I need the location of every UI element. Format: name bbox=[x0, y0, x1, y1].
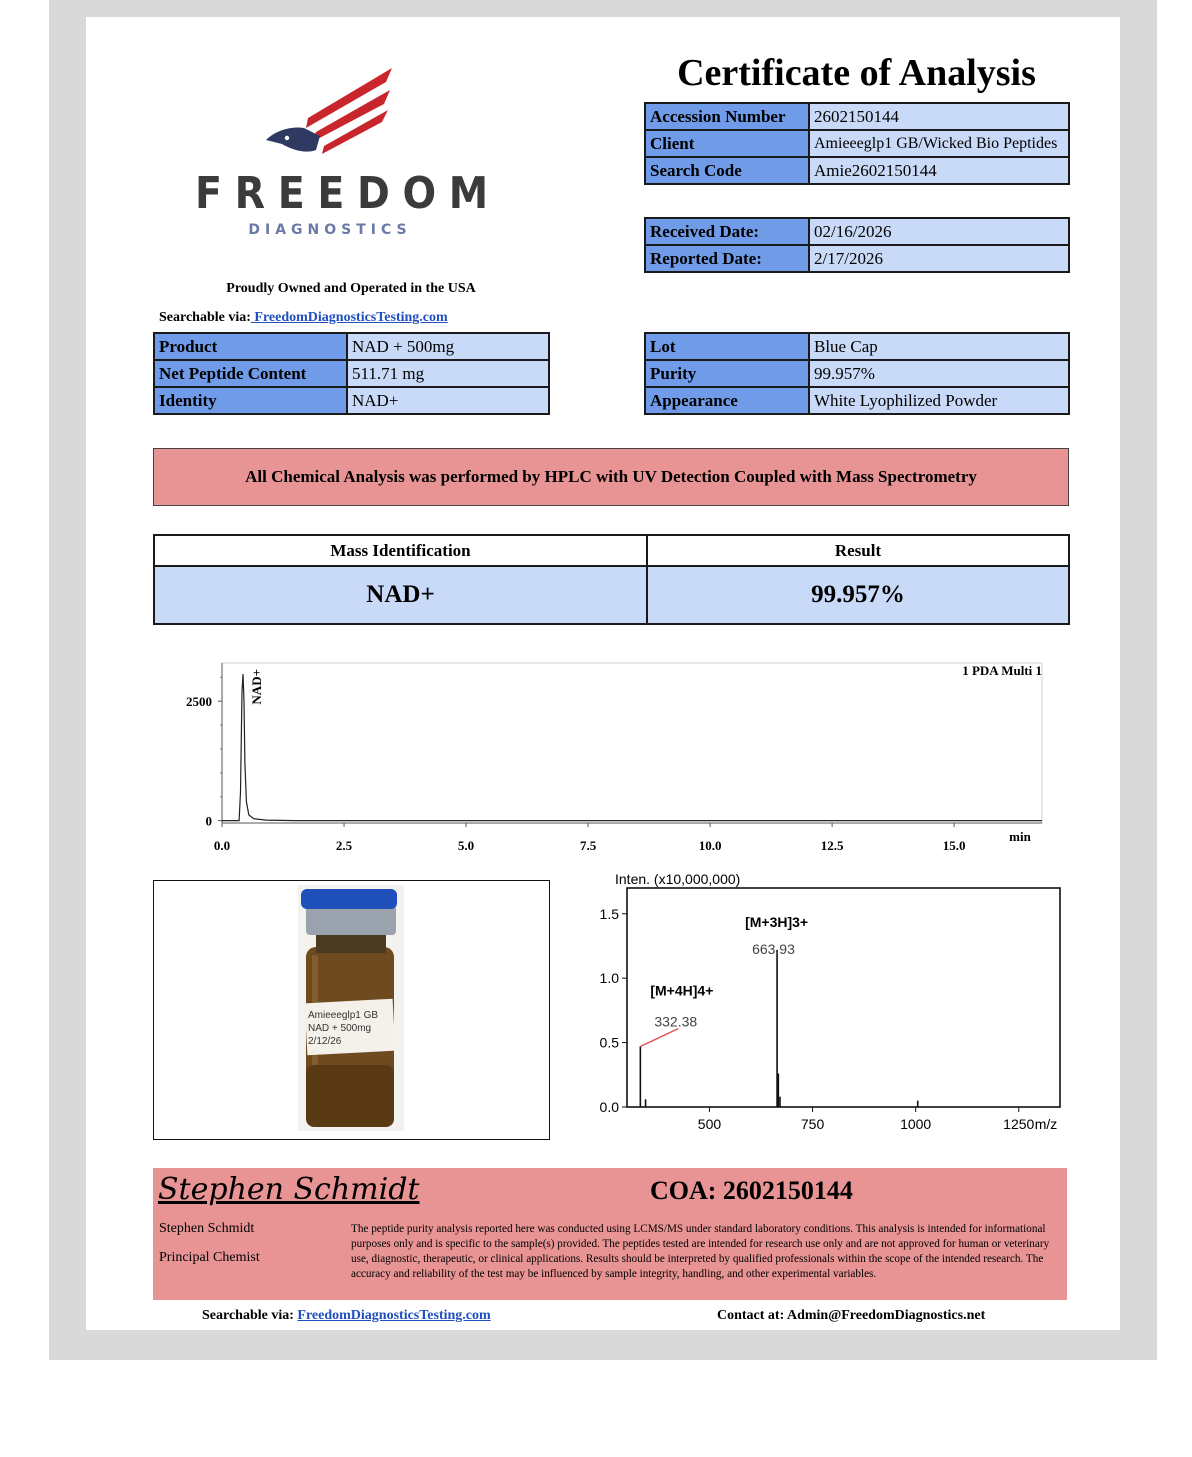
mass-id-header: Mass Identification bbox=[154, 535, 647, 566]
accession-value: 2602150144 bbox=[809, 103, 1069, 130]
product-label: Product bbox=[154, 333, 347, 360]
annotation-value: 332.38 bbox=[654, 1013, 698, 1030]
peak-label: NAD+ bbox=[248, 669, 264, 705]
x-tick-label: 15.0 bbox=[942, 838, 966, 853]
vial-label-line3: 2/12/26 bbox=[308, 1036, 342, 1047]
y-tick-label: 0.5 bbox=[599, 1034, 619, 1051]
vial-label-line2: NAD + 500mg bbox=[308, 1023, 372, 1034]
appearance-label: Appearance bbox=[645, 387, 809, 414]
table-row bbox=[645, 218, 1069, 245]
x-tick-label: 12.5 bbox=[820, 838, 844, 853]
appearance-value: White Lyophilized Powder bbox=[809, 387, 1069, 414]
table-row bbox=[645, 103, 1069, 130]
brand-name: FREEDOM bbox=[195, 168, 501, 219]
plot-area bbox=[222, 663, 1042, 823]
reported-date-label: Reported Date: bbox=[645, 245, 809, 272]
chemist-name: Stephen Schmidt bbox=[159, 1221, 255, 1236]
search-code-label: Search Code bbox=[645, 157, 809, 184]
client-label: Client bbox=[645, 130, 809, 157]
table-row bbox=[154, 360, 549, 387]
table-row bbox=[645, 387, 1069, 414]
client-value: Amieeeglp1 GB/Wicked Bio Peptides bbox=[809, 130, 1069, 157]
chromatogram-trace bbox=[222, 674, 1042, 821]
x-tick-label: 10.0 bbox=[698, 838, 722, 853]
y-tick-label: 1.5 bbox=[599, 905, 619, 922]
table-row bbox=[154, 535, 1069, 566]
tagline: Proudly Owned and Operated in the USA bbox=[226, 281, 476, 296]
table-row bbox=[645, 130, 1069, 157]
annotation-value: 663.93 bbox=[752, 940, 795, 957]
purity-label: Purity bbox=[645, 360, 809, 387]
method-banner-text: All Chemical Analysis was performed by HPLC with UV Detection Coupled with Mass Spectrometry bbox=[245, 467, 977, 486]
chart-title: 1 PDA Multi 1 bbox=[962, 663, 1042, 678]
product-value: NAD + 500mg bbox=[347, 333, 549, 360]
footer-searchable bbox=[202, 1308, 491, 1324]
signature: Stephen Schmidt bbox=[158, 1172, 420, 1207]
contact-email: Contact at: Admin@FreedomDiagnostics.net bbox=[717, 1308, 986, 1323]
x-tick-label: 750 bbox=[800, 1116, 825, 1132]
x-axis-label: min bbox=[1009, 829, 1031, 844]
website-link[interactable]: FreedomDiagnosticsTesting.com bbox=[250, 310, 448, 325]
chart-title: Inten. (x10,000,000) bbox=[615, 871, 741, 887]
identity-label: Identity bbox=[154, 387, 347, 414]
coa-number: COA: 2602150144 bbox=[650, 1176, 853, 1205]
search-code-value: Amie2602150144 bbox=[809, 157, 1069, 184]
y-tick-label: 1.0 bbox=[599, 970, 619, 987]
accession-table bbox=[644, 102, 1070, 185]
received-date-value: 02/16/2026 bbox=[809, 218, 1069, 245]
disclaimer: The peptide purity analysis reported here was conducted using LCMS/MS under standard laboratory conditions. This analysis is intended for informational purposes only and is specific to the sample(s) provided. The peptides tested are intended for research use only and are not approved for human or veterinary use, diagnostic, therapeutic, or clinical applications. Results should be interpreted by qualified professionals within the scope of the intended research. The accuracy and reliability of the test may be influenced by sample integrity, handling, and other experimental variables. bbox=[351, 1223, 1050, 1280]
vial-label-line1: Amieeeglp1 GB bbox=[308, 1010, 379, 1021]
dates-table bbox=[644, 217, 1070, 273]
x-tick-label: 5.0 bbox=[457, 838, 475, 853]
result-value: 99.957% bbox=[647, 566, 1069, 624]
x-tick-label: 500 bbox=[697, 1116, 722, 1132]
x-tick-label: 1250 bbox=[1003, 1116, 1035, 1132]
page-title: Certificate of Analysis bbox=[677, 52, 1036, 94]
table-row bbox=[645, 245, 1069, 272]
searchable-label: Searchable via: bbox=[159, 310, 251, 325]
annotation-leader bbox=[640, 1028, 678, 1046]
method-banner bbox=[153, 448, 1069, 506]
identity-value: NAD+ bbox=[347, 387, 549, 414]
table-row bbox=[154, 387, 549, 414]
searchable-line bbox=[159, 310, 448, 326]
net-peptide-label: Net Peptide Content bbox=[154, 360, 347, 387]
mass-id-value: NAD+ bbox=[154, 566, 647, 624]
reported-date-value: 2/17/2026 bbox=[809, 245, 1069, 272]
table-row bbox=[645, 333, 1069, 360]
net-peptide-value: 511.71 mg bbox=[347, 360, 549, 387]
table-row bbox=[645, 360, 1069, 387]
accession-label: Accession Number bbox=[645, 103, 809, 130]
annotation-label: [M+3H]3+ bbox=[745, 913, 809, 930]
x-tick-label: 0.0 bbox=[213, 838, 231, 853]
vial-photo-frame bbox=[153, 880, 550, 1140]
purity-value: 99.957% bbox=[809, 360, 1069, 387]
annotation-label: [M+4H]4+ bbox=[650, 982, 714, 999]
footer-searchable-label: Searchable via: bbox=[202, 1308, 294, 1323]
y-tick-label: 0.0 bbox=[599, 1099, 619, 1115]
results-table bbox=[153, 534, 1070, 625]
lot-table bbox=[644, 332, 1070, 415]
x-tick-label: 1000 bbox=[900, 1116, 932, 1132]
y-tick-label: 2500 bbox=[186, 694, 212, 710]
x-tick-label: 7.5 bbox=[579, 838, 597, 853]
product-table bbox=[153, 332, 550, 415]
table-row bbox=[154, 566, 1069, 624]
lot-value: Blue Cap bbox=[809, 333, 1069, 360]
footer-website-link[interactable]: FreedomDiagnosticsTesting.com bbox=[297, 1308, 491, 1323]
vial-image bbox=[298, 885, 404, 1131]
lot-label: Lot bbox=[645, 333, 809, 360]
x-axis-label: m/z bbox=[1034, 1116, 1058, 1132]
chemist-role: Principal Chemist bbox=[159, 1250, 260, 1265]
table-row bbox=[645, 157, 1069, 184]
received-date-label: Received Date: bbox=[645, 218, 809, 245]
table-row bbox=[154, 333, 549, 360]
brand-subtitle: DIAGNOSTICS bbox=[248, 222, 412, 238]
hplc-chromatogram bbox=[160, 655, 1060, 860]
eagle-flag-logo-icon bbox=[262, 66, 398, 158]
mass-spectrum bbox=[575, 866, 1075, 1141]
x-tick-label: 2.5 bbox=[335, 838, 353, 853]
y-tick-label: 0 bbox=[205, 813, 212, 829]
result-header: Result bbox=[647, 535, 1069, 566]
